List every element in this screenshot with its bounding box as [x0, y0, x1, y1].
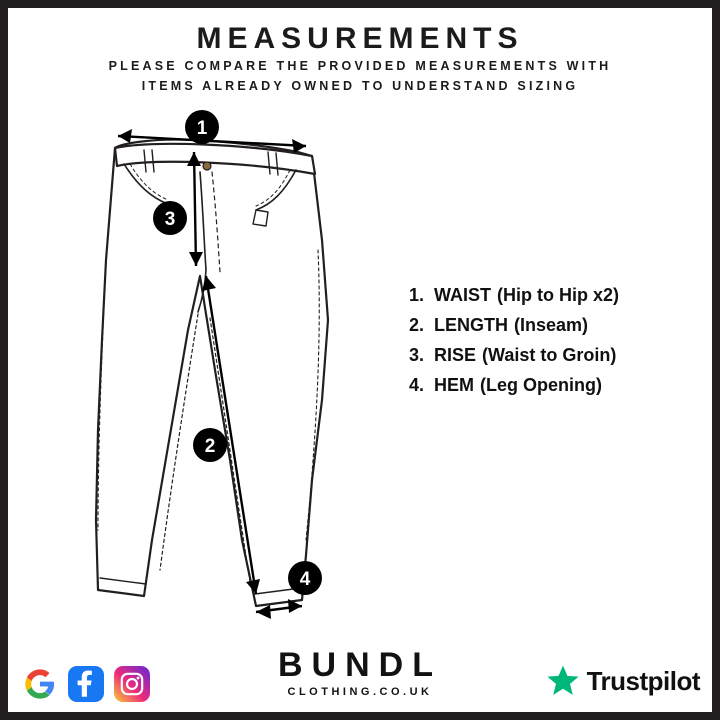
frame-border-bottom — [0, 712, 720, 720]
marker-2 — [193, 428, 227, 462]
legend-detail: (Inseam) — [514, 315, 589, 335]
legend-detail: (Hip to Hip x2) — [497, 285, 619, 305]
legend-label: HEM — [434, 375, 474, 395]
legend-detail: (Waist to Groin) — [482, 345, 617, 365]
page-subtitle — [60, 56, 660, 96]
legend-label: RISE — [434, 345, 477, 365]
marker-4 — [288, 561, 322, 595]
legend-item-length — [398, 315, 698, 336]
legend-label: WAIST — [434, 285, 491, 305]
legend-item-waist — [398, 285, 698, 306]
legend-item-hem — [398, 375, 698, 396]
legend-label: LENGTH — [434, 315, 508, 335]
legend-number: 3. — [408, 345, 424, 365]
svg-text:3: 3 — [164, 209, 176, 230]
page-subtitle-line-1: PLEASE COMPARE THE PROVIDED MEASUREMENTS WITH — [108, 59, 612, 73]
trustpilot-label: Trustpilot — [586, 665, 700, 696]
jeans-diagram — [60, 100, 420, 620]
brand-domain: CLOTHING.CO.UK — [287, 686, 433, 698]
measurement-legend — [398, 285, 698, 405]
legend-number: 4. — [408, 375, 424, 395]
marker-3 — [153, 201, 187, 235]
frame-border-left — [0, 0, 8, 720]
frame-border-right — [712, 0, 720, 720]
legend-detail: (Leg Opening) — [480, 375, 602, 395]
page-subtitle-line-2: ITEMS ALREADY OWNED TO UNDERSTAND SIZING — [141, 79, 579, 93]
svg-text:1: 1 — [196, 118, 208, 139]
trustpilot-star-icon — [546, 664, 580, 698]
brand-name: BUNDL — [278, 646, 442, 684]
trustpilot-badge[interactable] — [546, 664, 700, 698]
marker-1 — [185, 110, 219, 144]
legend-number: 1. — [408, 285, 424, 305]
legend-number: 2. — [408, 315, 424, 335]
legend-item-rise — [398, 345, 698, 366]
page-title: MEASUREMENTS — [196, 22, 524, 55]
svg-text:2: 2 — [204, 436, 216, 457]
svg-text:4: 4 — [299, 569, 311, 590]
frame-border-top — [0, 0, 720, 8]
